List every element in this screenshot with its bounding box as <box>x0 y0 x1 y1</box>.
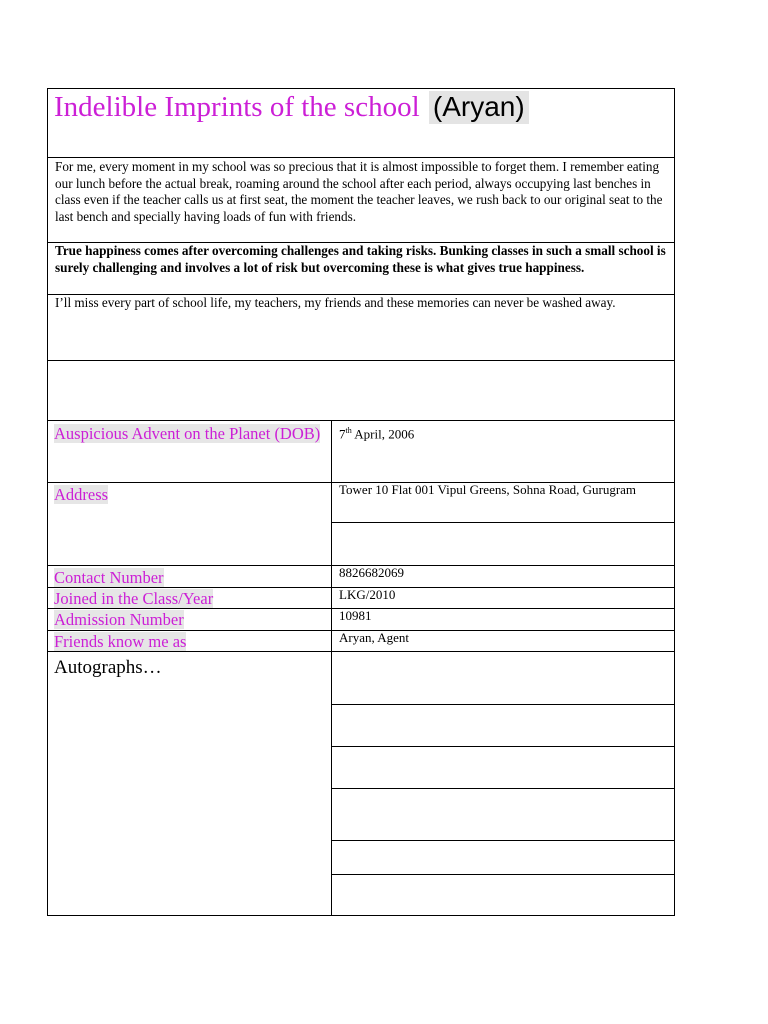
autographs-label: Autographs… <box>54 657 162 678</box>
row-line <box>48 651 674 652</box>
dob-value: 7th April, 2006 <box>339 426 415 442</box>
autograph-line <box>331 788 674 789</box>
admission-label: Admission Number <box>54 610 184 629</box>
title-row <box>48 89 674 158</box>
admission-value: 10981 <box>339 608 372 623</box>
contact-value: 8826682069 <box>339 565 404 580</box>
address-label: Address <box>54 485 109 504</box>
memory-paragraph: For me, every moment in my school was so precious that it is almost impossible to forget them. I remember eating our lunch before the actual break, roaming around the school after each period, always occupying last benches in class even if the teacher calls us at first seat, the moment the teacher leaves, we rush back to our original seat to the last bench and specially having loads of fun with friends. <box>55 159 663 224</box>
address-value: Tower 10 Flat 001 Vipul Greens, Sohna Road, Gurugram <box>339 482 637 497</box>
joined-value: LKG/2010 <box>339 587 396 602</box>
joined-label: Joined in the Class/Year <box>54 589 214 608</box>
dob-label: Auspicious Advent on the Planet (DOB) <box>54 424 321 443</box>
miss-paragraph-row <box>48 295 674 361</box>
friends-value: Aryan, Agent <box>339 630 410 645</box>
row-line <box>331 522 674 523</box>
title-text: Indelible Imprints of the school <box>54 91 420 123</box>
autograph-line <box>331 704 674 705</box>
memory-paragraph-row <box>48 158 674 243</box>
autograph-line <box>331 874 674 875</box>
autograph-line <box>331 746 674 747</box>
page-title <box>54 91 529 124</box>
student-name: (Aryan) <box>429 91 529 124</box>
happiness-paragraph: True happiness comes after overcoming challenges and taking risks. Bunking classes in such a small school is surely challenging and involves a lot of risk but overcoming these is what gives true happiness. <box>55 243 666 275</box>
yearbook-page-frame <box>47 88 675 916</box>
happiness-paragraph-row <box>48 243 674 295</box>
contact-label: Contact Number <box>54 568 164 587</box>
miss-paragraph: I’ll miss every part of school life, my teachers, my friends and these memories can never be washed away. <box>55 295 616 310</box>
autograph-line <box>331 840 674 841</box>
empty-row <box>48 361 674 421</box>
friends-label: Friends know me as <box>54 632 187 651</box>
